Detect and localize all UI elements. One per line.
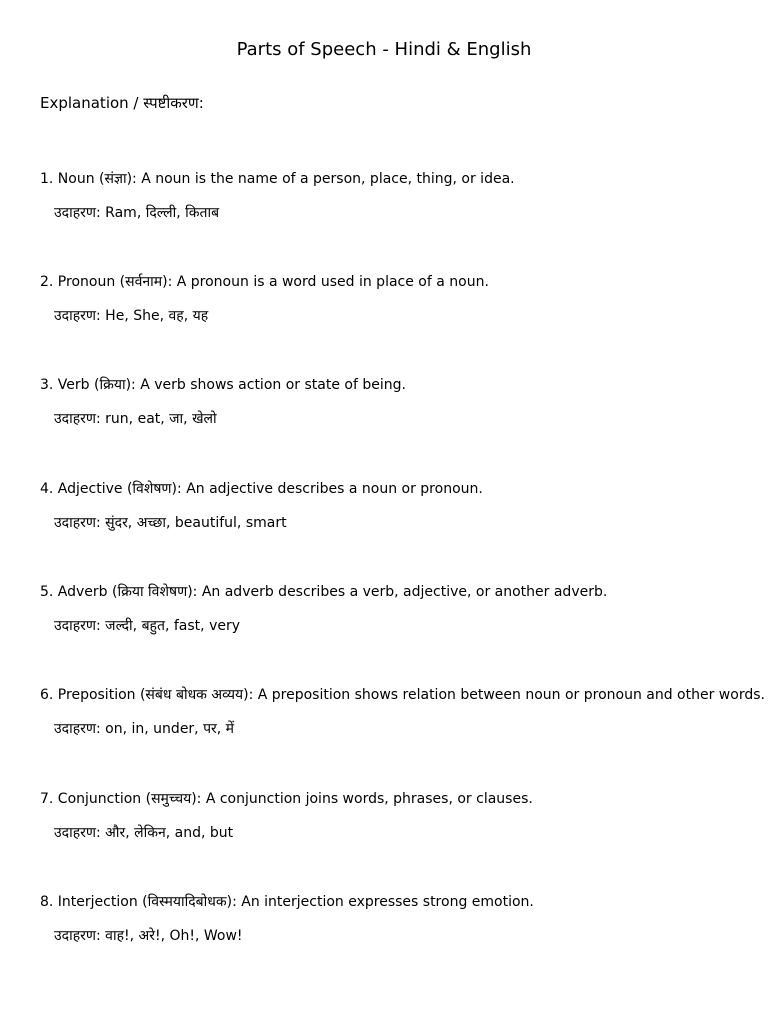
document-title: Parts of Speech - Hindi & English — [236, 39, 532, 60]
entry-pronoun — [40, 273, 768, 325]
entry-example: उदाहरण: He, She, वह, यह — [54, 308, 209, 324]
entry-preposition — [40, 686, 768, 738]
entry-conjunction — [40, 790, 768, 842]
entry-example: उदाहरण: वाह!, अरे!, Oh!, Wow! — [54, 928, 243, 944]
entry-example: उदाहरण: on, in, under, पर, में — [54, 721, 235, 737]
entry-definition: 8. Interjection (विस्मयादिबोधक): An interjection expresses strong emotion. — [40, 894, 534, 910]
explanation-heading: Explanation / स्पष्टीकरण: — [40, 94, 204, 112]
entry-adverb — [40, 583, 768, 635]
entry-definition: 6. Preposition (संबंध बोधक अव्यय): A preposition shows relation between noun or pronoun and other words. — [40, 687, 765, 703]
entry-definition: 2. Pronoun (सर्वनाम): A pronoun is a word used in place of a noun. — [40, 274, 489, 290]
entry-example: उदाहरण: और, लेकिन, and, but — [54, 825, 234, 841]
entry-definition: 3. Verb (क्रिया): A verb shows action or state of being. — [40, 377, 406, 393]
entry-example: उदाहरण: सुंदर, अच्छा, beautiful, smart — [54, 515, 287, 531]
entry-example: उदाहरण: जल्दी, बहुत, fast, very — [54, 618, 241, 634]
entry-interjection — [40, 893, 768, 945]
entry-definition: 5. Adverb (क्रिया विशेषण): An adverb describes a verb, adjective, or another adverb. — [40, 584, 608, 600]
entry-example: उदाहरण: Ram, दिल्ली, किताब — [54, 205, 220, 221]
entry-noun — [40, 170, 768, 222]
entry-example: उदाहरण: run, eat, जा, खेलो — [54, 411, 217, 427]
entry-adjective — [40, 480, 768, 532]
entry-verb — [40, 376, 768, 428]
entry-definition: 1. Noun (संज्ञा): A noun is the name of a person, place, thing, or idea. — [40, 171, 515, 187]
entry-definition: 4. Adjective (विशेषण): An adjective describes a noun or pronoun. — [40, 481, 483, 497]
entry-definition: 7. Conjunction (समुच्चय): A conjunction joins words, phrases, or clauses. — [40, 791, 533, 807]
